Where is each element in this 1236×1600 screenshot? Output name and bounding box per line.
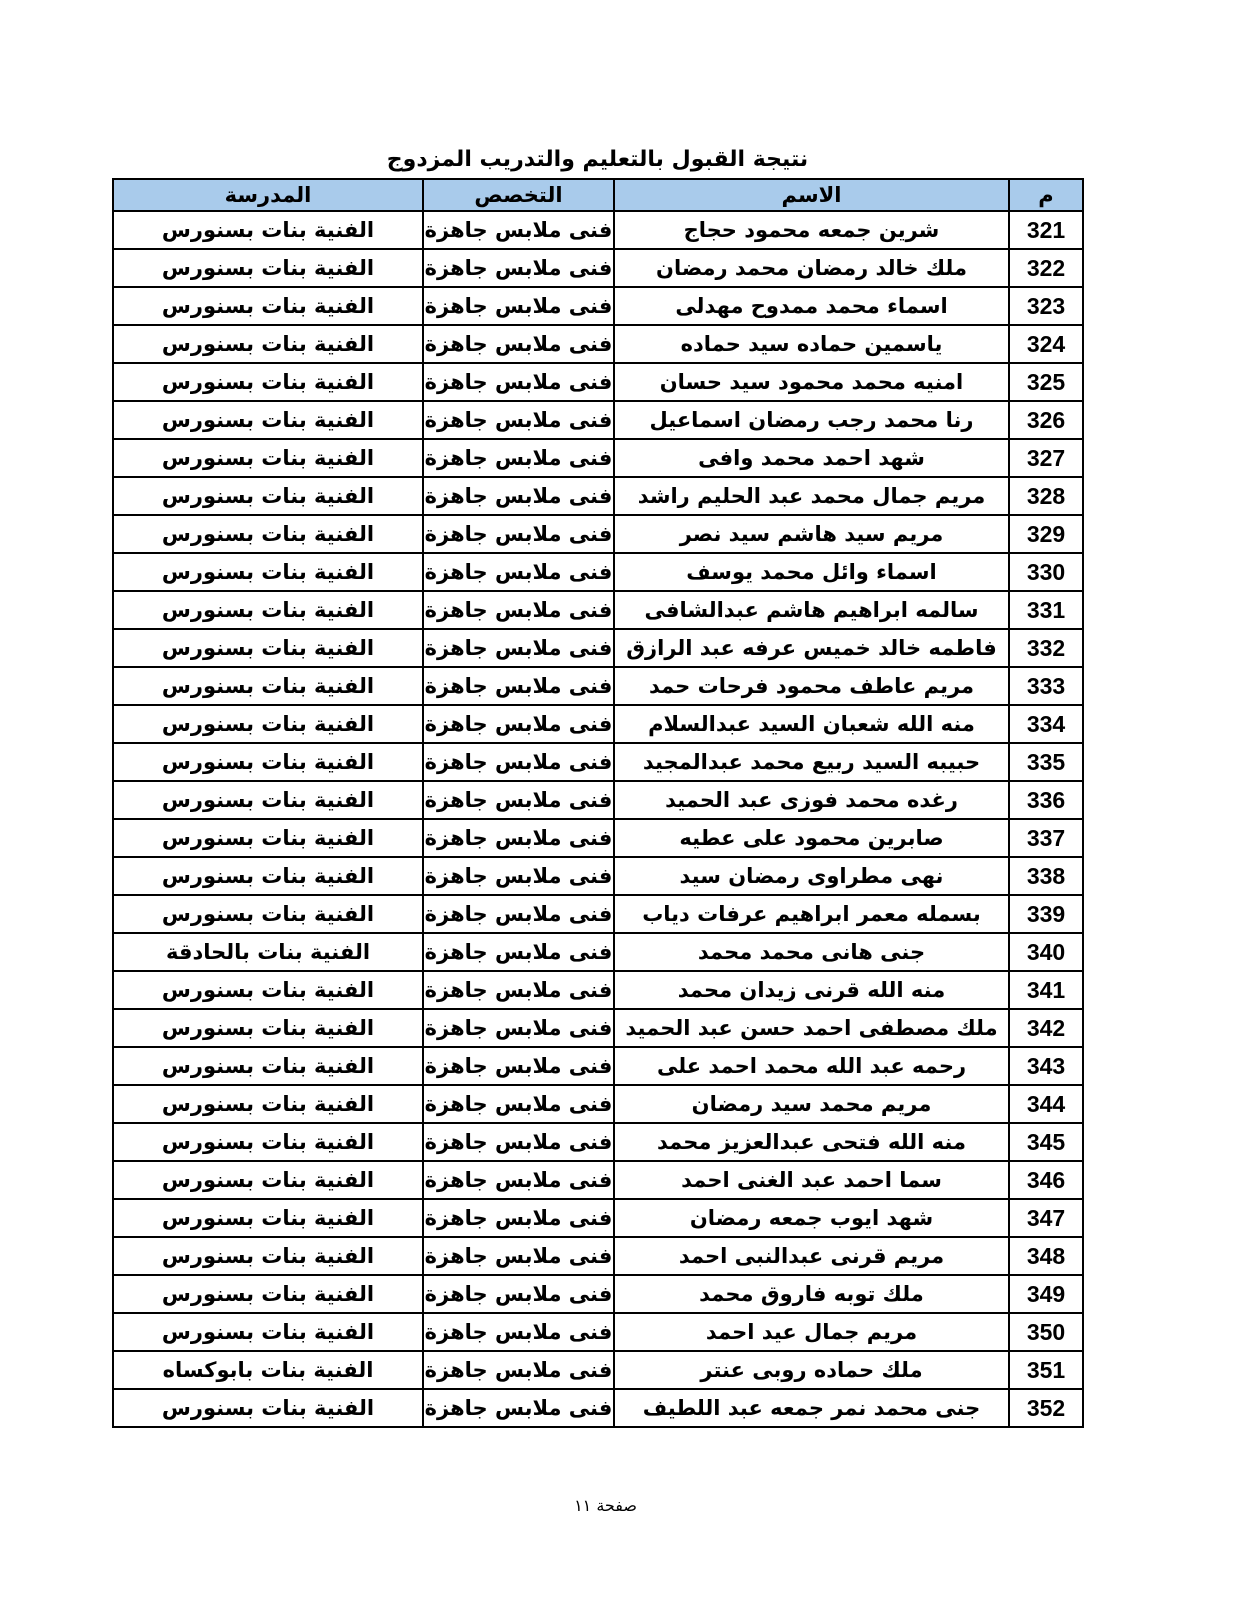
cell-school: الفنية بنات بسنورس xyxy=(113,1275,423,1313)
cell-name: ملك توبه فاروق محمد xyxy=(614,1275,1009,1313)
table-row xyxy=(113,819,1083,857)
cell-school: الفنية بنات بسنورس xyxy=(113,819,423,857)
table-row xyxy=(113,857,1083,895)
cell-name: ملك حماده روبى عنتر xyxy=(614,1351,1009,1389)
cell-name: مريم جمال عيد احمد xyxy=(614,1313,1009,1351)
cell-specialization: فنى ملابس جاهزة xyxy=(423,1313,614,1351)
cell-name: مريم سيد هاشم سيد نصر xyxy=(614,515,1009,553)
table-row xyxy=(113,515,1083,553)
cell-school: الفنية بنات بسنورس xyxy=(113,401,423,439)
column-header-specialization: التخصص xyxy=(423,179,614,211)
table-row xyxy=(113,667,1083,705)
cell-specialization: فنى ملابس جاهزة xyxy=(423,819,614,857)
cell-name: امنيه محمد محمود سيد حسان xyxy=(614,363,1009,401)
cell-school: الفنية بنات بسنورس xyxy=(113,1389,423,1427)
table-row xyxy=(113,211,1083,249)
cell-specialization: فنى ملابس جاهزة xyxy=(423,1199,614,1237)
cell-specialization: فنى ملابس جاهزة xyxy=(423,1389,614,1427)
table-row xyxy=(113,1161,1083,1199)
cell-specialization: فنى ملابس جاهزة xyxy=(423,1009,614,1047)
table-row xyxy=(113,781,1083,819)
cell-school: الفنية بنات بسنورس xyxy=(113,249,423,287)
cell-num: 348 xyxy=(1009,1237,1083,1275)
cell-num: 331 xyxy=(1009,591,1083,629)
table-row xyxy=(113,363,1083,401)
cell-specialization: فنى ملابس جاهزة xyxy=(423,895,614,933)
cell-num: 322 xyxy=(1009,249,1083,287)
table-row xyxy=(113,1123,1083,1161)
cell-specialization: فنى ملابس جاهزة xyxy=(423,933,614,971)
cell-school: الفنية بنات بسنورس xyxy=(113,439,423,477)
cell-name: سالمه ابراهيم هاشم عبدالشافى xyxy=(614,591,1009,629)
cell-num: 351 xyxy=(1009,1351,1083,1389)
cell-specialization: فنى ملابس جاهزة xyxy=(423,667,614,705)
cell-num: 330 xyxy=(1009,553,1083,591)
table-row xyxy=(113,743,1083,781)
cell-specialization: فنى ملابس جاهزة xyxy=(423,249,614,287)
cell-specialization: فنى ملابس جاهزة xyxy=(423,629,614,667)
cell-specialization: فنى ملابس جاهزة xyxy=(423,1047,614,1085)
table-row xyxy=(113,439,1083,477)
column-header-school: المدرسة xyxy=(113,179,423,211)
cell-school: الفنية بنات بالحادقة xyxy=(113,933,423,971)
cell-name: مريم قرنى عبدالنبى احمد xyxy=(614,1237,1009,1275)
cell-specialization: فنى ملابس جاهزة xyxy=(423,591,614,629)
cell-name: منه الله فتحى عبدالعزيز محمد xyxy=(614,1123,1009,1161)
cell-name: منه الله شعبان السيد عبدالسلام xyxy=(614,705,1009,743)
cell-specialization: فنى ملابس جاهزة xyxy=(423,211,614,249)
cell-name: منه الله قرنى زيدان محمد xyxy=(614,971,1009,1009)
table-row xyxy=(113,933,1083,971)
cell-school: الفنية بنات بسنورس xyxy=(113,1161,423,1199)
table-row xyxy=(113,1275,1083,1313)
cell-name: صابرين محمود على عطيه xyxy=(614,819,1009,857)
cell-num: 341 xyxy=(1009,971,1083,1009)
table-row xyxy=(113,553,1083,591)
cell-num: 325 xyxy=(1009,363,1083,401)
cell-num: 333 xyxy=(1009,667,1083,705)
cell-school: الفنية بنات بسنورس xyxy=(113,971,423,1009)
cell-specialization: فنى ملابس جاهزة xyxy=(423,1351,614,1389)
cell-school: الفنية بنات بسنورس xyxy=(113,211,423,249)
table-row xyxy=(113,1199,1083,1237)
table-row xyxy=(113,1351,1083,1389)
cell-school: الفنية بنات بسنورس xyxy=(113,591,423,629)
cell-name: رنا محمد رجب رمضان اسماعيل xyxy=(614,401,1009,439)
cell-num: 327 xyxy=(1009,439,1083,477)
cell-school: الفنية بنات بسنورس xyxy=(113,1009,423,1047)
cell-name: بسمله معمر ابراهيم عرفات دياب xyxy=(614,895,1009,933)
cell-name: نهى مطراوى رمضان سيد xyxy=(614,857,1009,895)
cell-school: الفنية بنات بسنورس xyxy=(113,1085,423,1123)
cell-school: الفنية بنات بسنورس xyxy=(113,667,423,705)
cell-name: اسماء محمد ممدوح مهدلى xyxy=(614,287,1009,325)
cell-specialization: فنى ملابس جاهزة xyxy=(423,1161,614,1199)
cell-specialization: فنى ملابس جاهزة xyxy=(423,857,614,895)
cell-school: الفنية بنات بسنورس xyxy=(113,781,423,819)
table-row xyxy=(113,1085,1083,1123)
page-number: صفحة ١١ xyxy=(574,1496,637,1515)
cell-specialization: فنى ملابس جاهزة xyxy=(423,363,614,401)
table-row xyxy=(113,1009,1083,1047)
table-row xyxy=(113,401,1083,439)
table-header-row xyxy=(113,179,1083,211)
cell-num: 335 xyxy=(1009,743,1083,781)
table-row xyxy=(113,1313,1083,1351)
cell-num: 334 xyxy=(1009,705,1083,743)
cell-name: فاطمه خالد خميس عرفه عبد الرازق xyxy=(614,629,1009,667)
cell-num: 321 xyxy=(1009,211,1083,249)
cell-num: 332 xyxy=(1009,629,1083,667)
cell-num: 337 xyxy=(1009,819,1083,857)
cell-specialization: فنى ملابس جاهزة xyxy=(423,1123,614,1161)
cell-num: 324 xyxy=(1009,325,1083,363)
cell-school: الفنية بنات بسنورس xyxy=(113,325,423,363)
cell-num: 343 xyxy=(1009,1047,1083,1085)
cell-name: مريم جمال محمد عبد الحليم راشد xyxy=(614,477,1009,515)
table-row xyxy=(113,1237,1083,1275)
cell-num: 342 xyxy=(1009,1009,1083,1047)
table-row xyxy=(113,325,1083,363)
page-title: نتيجة القبول بالتعليم والتدريب المزدوج xyxy=(386,147,809,172)
cell-school: الفنية بنات بسنورس xyxy=(113,1047,423,1085)
cell-name: ملك خالد رمضان محمد رمضان xyxy=(614,249,1009,287)
table-row xyxy=(113,591,1083,629)
table-row xyxy=(113,895,1083,933)
cell-school: الفنية بنات بسنورس xyxy=(113,363,423,401)
cell-num: 345 xyxy=(1009,1123,1083,1161)
cell-name: شرين جمعه محمود حجاج xyxy=(614,211,1009,249)
cell-school: الفنية بنات بسنورس xyxy=(113,287,423,325)
cell-specialization: فنى ملابس جاهزة xyxy=(423,553,614,591)
cell-school: الفنية بنات بسنورس xyxy=(113,1123,423,1161)
cell-num: 352 xyxy=(1009,1389,1083,1427)
column-header-name: الاسم xyxy=(614,179,1009,211)
cell-school: الفنية بنات بسنورس xyxy=(113,743,423,781)
cell-num: 338 xyxy=(1009,857,1083,895)
cell-school: الفنية بنات بسنورس xyxy=(113,1237,423,1275)
cell-school: الفنية بنات بسنورس xyxy=(113,553,423,591)
cell-school: الفنية بنات بسنورس xyxy=(113,895,423,933)
cell-name: ملك مصطفى احمد حسن عبد الحميد xyxy=(614,1009,1009,1047)
cell-school: الفنية بنات بسنورس xyxy=(113,1313,423,1351)
table-body xyxy=(113,211,1083,1427)
table-row xyxy=(113,287,1083,325)
cell-school: الفنية بنات بابوكساه xyxy=(113,1351,423,1389)
results-table xyxy=(112,178,1084,1428)
table-row xyxy=(113,1047,1083,1085)
table-row xyxy=(113,705,1083,743)
cell-num: 323 xyxy=(1009,287,1083,325)
cell-specialization: فنى ملابس جاهزة xyxy=(423,1275,614,1313)
cell-name: جنى هانى محمد محمد xyxy=(614,933,1009,971)
cell-school: الفنية بنات بسنورس xyxy=(113,629,423,667)
cell-name: مريم محمد سيد رمضان xyxy=(614,1085,1009,1123)
cell-name: اسماء وائل محمد يوسف xyxy=(614,553,1009,591)
cell-num: 344 xyxy=(1009,1085,1083,1123)
cell-specialization: فنى ملابس جاهزة xyxy=(423,1085,614,1123)
cell-num: 340 xyxy=(1009,933,1083,971)
cell-num: 339 xyxy=(1009,895,1083,933)
cell-specialization: فنى ملابس جاهزة xyxy=(423,477,614,515)
cell-name: شهد ايوب جمعه رمضان xyxy=(614,1199,1009,1237)
cell-school: الفنية بنات بسنورس xyxy=(113,857,423,895)
cell-name: جنى محمد نمر جمعه عبد اللطيف xyxy=(614,1389,1009,1427)
cell-num: 326 xyxy=(1009,401,1083,439)
table-row xyxy=(113,477,1083,515)
cell-specialization: فنى ملابس جاهزة xyxy=(423,743,614,781)
table-row xyxy=(113,1389,1083,1427)
cell-name: شهد احمد محمد وافى xyxy=(614,439,1009,477)
cell-num: 336 xyxy=(1009,781,1083,819)
cell-name: سما احمد عبد الغنى احمد xyxy=(614,1161,1009,1199)
cell-specialization: فنى ملابس جاهزة xyxy=(423,439,614,477)
table-row xyxy=(113,249,1083,287)
cell-num: 346 xyxy=(1009,1161,1083,1199)
table-row xyxy=(113,971,1083,1009)
cell-specialization: فنى ملابس جاهزة xyxy=(423,287,614,325)
cell-name: حبيبه السيد ربيع محمد عبدالمجيد xyxy=(614,743,1009,781)
cell-specialization: فنى ملابس جاهزة xyxy=(423,1237,614,1275)
cell-name: ياسمين حماده سيد حماده xyxy=(614,325,1009,363)
cell-name: رغده محمد فوزى عبد الحميد xyxy=(614,781,1009,819)
cell-num: 329 xyxy=(1009,515,1083,553)
cell-num: 350 xyxy=(1009,1313,1083,1351)
column-header-num: م xyxy=(1009,179,1083,211)
cell-specialization: فنى ملابس جاهزة xyxy=(423,705,614,743)
cell-school: الفنية بنات بسنورس xyxy=(113,477,423,515)
cell-name: مريم عاطف محمود فرحات حمد xyxy=(614,667,1009,705)
cell-name: رحمه عبد الله محمد احمد على xyxy=(614,1047,1009,1085)
cell-num: 349 xyxy=(1009,1275,1083,1313)
cell-specialization: فنى ملابس جاهزة xyxy=(423,325,614,363)
cell-specialization: فنى ملابس جاهزة xyxy=(423,515,614,553)
cell-school: الفنية بنات بسنورس xyxy=(113,1199,423,1237)
cell-num: 328 xyxy=(1009,477,1083,515)
table-row xyxy=(113,629,1083,667)
cell-school: الفنية بنات بسنورس xyxy=(113,705,423,743)
cell-num: 347 xyxy=(1009,1199,1083,1237)
cell-specialization: فنى ملابس جاهزة xyxy=(423,971,614,1009)
cell-specialization: فنى ملابس جاهزة xyxy=(423,401,614,439)
cell-specialization: فنى ملابس جاهزة xyxy=(423,781,614,819)
cell-school: الفنية بنات بسنورس xyxy=(113,515,423,553)
